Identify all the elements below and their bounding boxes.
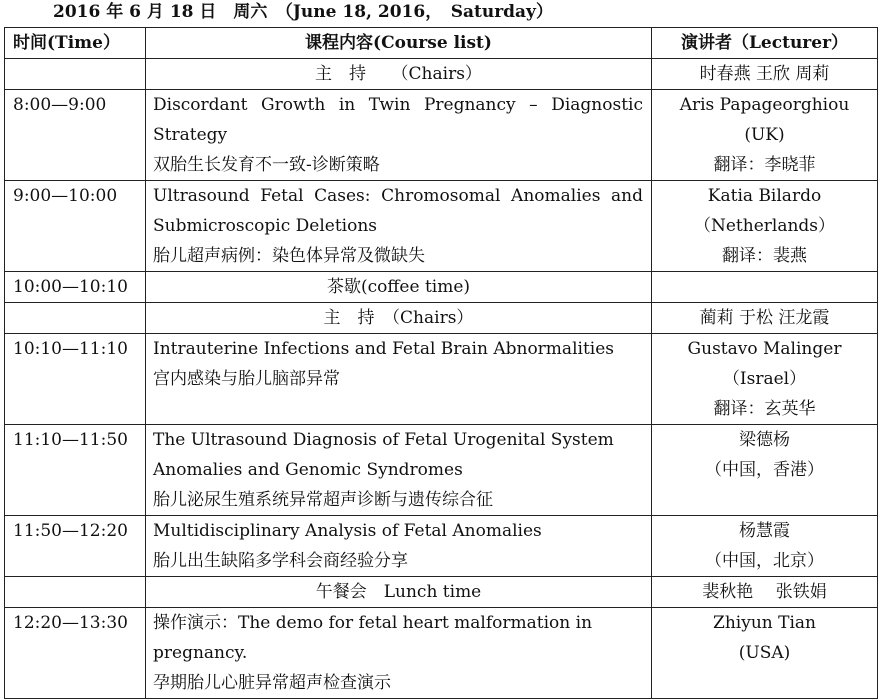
translator: 翻译：李晓菲 (713, 155, 816, 175)
course-title-en: 操作演示：The demo for fetal heart malformation in (153, 613, 593, 633)
course-cell (146, 90, 652, 181)
lecturer-name: 杨慧霞 (739, 521, 790, 541)
translator: 翻译：裴燕 (722, 246, 807, 266)
table-row (5, 425, 878, 516)
course-title-zh: 双胎生长发育不一致-诊断策略 (153, 155, 380, 175)
lecturer-cell (652, 334, 878, 425)
header-lecturer: 演讲者（Lecturer） (652, 28, 878, 59)
lecturer-cell (652, 608, 878, 699)
time-cell (5, 303, 146, 334)
course-cell (146, 425, 652, 516)
table-row (5, 608, 878, 699)
lecturer-name: Katia Bilardo (707, 186, 822, 206)
time-cell: 11:10—11:50 (5, 425, 146, 516)
course-title-en-cont: pregnancy. (153, 643, 248, 663)
break-label: 茶歇(coffee time) (146, 272, 652, 303)
time-cell: 12:20—13:30 (5, 608, 146, 699)
course-cell (146, 608, 652, 699)
chairs-label: 主 持 （Chairs） (146, 59, 652, 90)
time-cell (5, 577, 146, 608)
course-cell (146, 181, 652, 272)
lecturer-name: Zhiyun Tian (713, 613, 816, 633)
time-cell: 11:50—12:20 (5, 516, 146, 577)
lecturer-cell (652, 516, 878, 577)
table-row (5, 181, 878, 272)
course-title-zh: 胎儿出生缺陷多学科会商经验分享 (153, 551, 408, 571)
table-row (5, 59, 878, 90)
lecturer-name: 梁德杨 (739, 430, 790, 450)
table-header-row (5, 28, 878, 59)
course-title-en: Intrauterine Infections and Fetal Brain Abnormalities (153, 339, 614, 359)
table-row (5, 90, 878, 181)
chairs-names: 时春燕 王欣 周莉 (652, 59, 878, 90)
table-row (5, 516, 878, 577)
chairs-label: 主 持 （Chairs） (146, 303, 652, 334)
header-course: 课程内容(Course list) (146, 28, 652, 59)
header-time: 时间(Time） (5, 28, 146, 59)
course-title-en: Discordant Growth in Twin Pregnancy – Diagnostic (153, 95, 643, 115)
translator: 翻译：玄英华 (713, 399, 816, 419)
course-title-en-cont: Strategy (153, 125, 228, 145)
lecturer-country: （中国，香港） (705, 460, 824, 480)
table-row (5, 303, 878, 334)
schedule-table (4, 27, 878, 699)
lecturer-country: (USA) (738, 643, 791, 663)
lecturer-country: (UK) (744, 125, 785, 145)
course-title-zh: 胎儿超声病例：染色体异常及微缺失 (153, 246, 425, 266)
chairs-names: 蔺莉 于松 汪龙霞 (652, 303, 878, 334)
course-title-en-cont: Submicroscopic Deletions (153, 216, 378, 236)
lecturer-country: （Netherlands） (693, 216, 836, 236)
table-row (5, 577, 878, 608)
time-cell: 8:00—9:00 (5, 90, 146, 181)
time-cell: 10:00—10:10 (5, 272, 146, 303)
course-title-en: The Ultrasound Diagnosis of Fetal Urogenital System (153, 430, 614, 450)
schedule-date-heading: 2016 年 6 月 18 日 周六 （June 18, 2016， Saturday） (53, 2, 553, 22)
table-row (5, 272, 878, 303)
course-title-zh: 宫内感染与胎儿脑部异常 (153, 369, 340, 389)
table-row (5, 334, 878, 425)
lecturer-cell (652, 181, 878, 272)
course-cell (146, 334, 652, 425)
lecturer-name: Gustavo Malinger (687, 339, 842, 359)
course-title-en: Ultrasound Fetal Cases: Chromosomal Anomalies and (153, 186, 643, 206)
lecturer-country: （Israel） (722, 369, 807, 389)
course-title-zh: 胎儿泌尿生殖系统异常超声诊断与遗传综合征 (153, 490, 493, 510)
time-cell: 9:00—10:00 (5, 181, 146, 272)
lecturer-country: （中国，北京） (705, 551, 824, 571)
lunch-hosts: 裴秋艳 张铁娟 (652, 577, 878, 608)
lecturer-cell (652, 90, 878, 181)
course-title-en: Multidisciplinary Analysis of Fetal Anomalies (153, 521, 542, 541)
lecturer-cell (652, 272, 878, 303)
time-cell: 10:10—11:10 (5, 334, 146, 425)
lunch-label: 午餐会 Lunch time (146, 577, 652, 608)
course-cell (146, 516, 652, 577)
lecturer-cell (652, 425, 878, 516)
course-title-zh: 孕期胎儿心脏异常超声检查演示 (153, 673, 391, 693)
time-cell (5, 59, 146, 90)
lecturer-name: Aris Papageorghiou (679, 95, 850, 115)
course-title-en-cont: Anomalies and Genomic Syndromes (153, 460, 463, 480)
